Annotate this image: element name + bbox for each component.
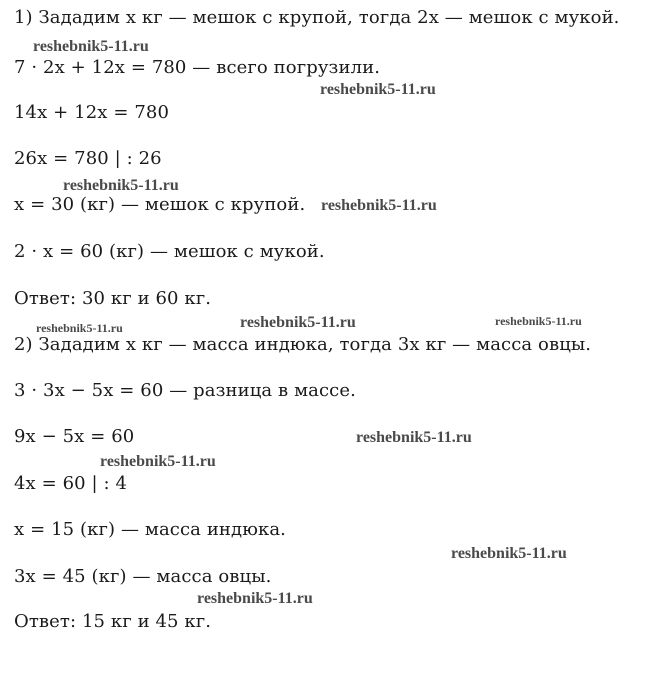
solution-line-1: 1) Зададим x кг — мешок с крупой, тогда 2x — мешок с мукой. (14, 7, 620, 28)
watermark: reshebnik5-11.ru (495, 314, 582, 328)
solution-line-3: 14x + 12x = 780 (14, 102, 170, 123)
solution-line-6: 2 · x = 60 (кг) — мешок с мукой. (14, 241, 325, 262)
watermark: reshebnik5-11.ru (356, 429, 472, 446)
solution-line-10: 4x = 60 | : 4 (14, 473, 128, 494)
answer-line-2: Ответ: 15 кг и 45 кг. (14, 611, 212, 632)
solution-line-11: x = 15 (кг) — масса индюка. (14, 519, 286, 540)
watermark: reshebnik5-11.ru (451, 545, 567, 562)
watermark: reshebnik5-11.ru (240, 314, 356, 331)
watermark: reshebnik5-11.ru (63, 177, 179, 194)
watermark: reshebnik5-11.ru (33, 38, 149, 55)
answer-line-1: Ответ: 30 кг и 60 кг. (14, 288, 212, 309)
solution-line-7: 2) Зададим x кг — масса индюка, тогда 3x кг — масса овцы. (14, 334, 592, 355)
watermark: reshebnik5-11.ru (320, 81, 436, 98)
solution-line-8: 3 · 3x − 5x = 60 — разница в массе. (14, 380, 356, 401)
solution-line-12: 3x = 45 (кг) — масса овцы. (14, 566, 272, 587)
watermark: reshebnik5-11.ru (197, 590, 313, 607)
solution-line-2: 7 · 2x + 12x = 780 — всего погрузили. (14, 57, 381, 78)
watermark: reshebnik5-11.ru (100, 453, 216, 470)
solution-line-5: x = 30 (кг) — мешок с крупой. (14, 194, 306, 215)
watermark: reshebnik5-11.ru (36, 321, 123, 335)
watermark: reshebnik5-11.ru (321, 197, 437, 214)
solution-line-4: 26x = 780 | : 26 (14, 148, 162, 169)
solution-line-9: 9x − 5x = 60 (14, 426, 135, 447)
